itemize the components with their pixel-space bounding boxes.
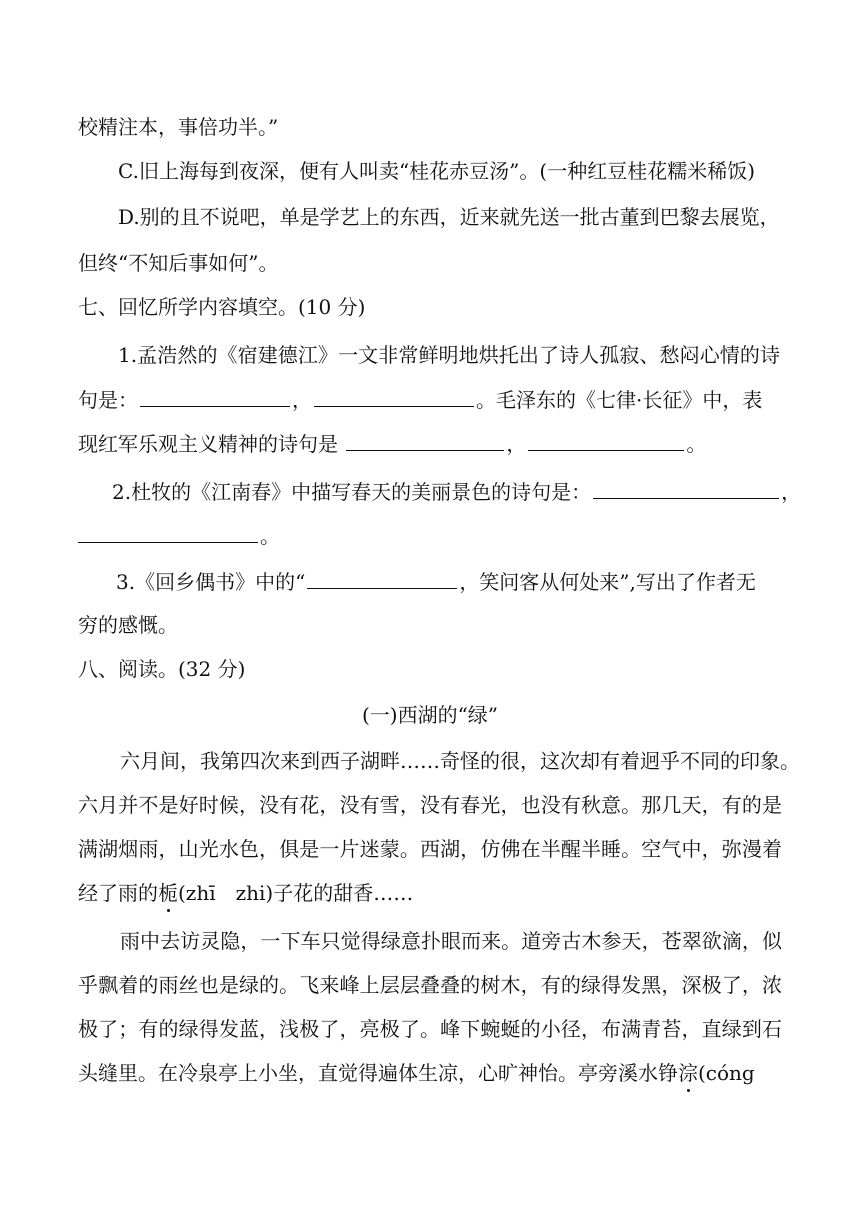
q2-line-1-comma: ， xyxy=(781,480,802,504)
answer-blank-2[interactable] xyxy=(314,384,474,407)
passage-p2-line-4 xyxy=(78,1058,798,1088)
p1-line-4-b: (zhī zhi)子花的甜香…… xyxy=(178,881,414,905)
q1-line-2-prefix: 句是： xyxy=(78,388,138,412)
q2-line-1-prefix: 2.杜牧的《江南春》中描写春天的美丽景色的诗句是： xyxy=(112,480,592,504)
q3-line-1-prefix: 3.《回乡偶书》中的“ xyxy=(116,570,306,594)
section-7-heading: 七、回忆所学内容填空。(10 分) xyxy=(78,295,366,319)
section-8-heading: 八、阅读。(32 分) xyxy=(78,657,246,681)
option-d-line-1: D.别的且不说吧，单是学艺上的东西，近来就先送一批古董到巴黎去展览， xyxy=(118,205,780,229)
q1-line-3-end: 。 xyxy=(686,432,707,456)
p1-line-4-a: 经了雨的 xyxy=(78,881,158,905)
passage-p1-line-2: 六月并不是好时候，没有花，没有雪，没有春光，也没有秋意。那几天，有的是 xyxy=(78,793,782,817)
p2-line-4-b: (cóng xyxy=(698,1061,755,1085)
q2-line-1 xyxy=(112,476,832,506)
passage-p2-line-2: 乎飘着的雨丝也是绿的。飞来峰上层层叠叠的树木，有的绿得发黑，深极了，浓 xyxy=(78,973,782,997)
answer-blank-3[interactable] xyxy=(346,428,504,451)
option-c: C.旧上海每到夜深，便有人叫卖“桂花赤豆汤”。(一种红豆桂花糯米稀饭) xyxy=(118,159,756,183)
q2-line-2 xyxy=(78,520,798,550)
answer-blank-5[interactable] xyxy=(593,476,779,499)
q1-line-2 xyxy=(78,384,798,414)
passage-p1-line-1: 六月间，我第四次来到西子湖畔……奇怪的很，这次却有着迥乎不同的印象。 xyxy=(120,749,800,773)
answer-blank-1[interactable] xyxy=(140,384,290,407)
q1-line-2-suffix: 。毛泽东的《七律·长征》中，表 xyxy=(476,388,763,412)
passage-p2-line-1: 雨中去访灵隐，一下车只觉得绿意扑眼而来。道旁古木参天，苍翠欲滴，似 xyxy=(120,929,782,953)
q3-line-1 xyxy=(116,566,836,596)
q3-line-2: 穷的感慨。 xyxy=(78,613,178,637)
passage-p2-line-3: 极了；有的绿得发蓝，浅极了，亮极了。峰下蜿蜒的小径，布满青苔，直绿到石 xyxy=(78,1017,782,1041)
dotted-char-cong: 淙 xyxy=(678,1058,698,1088)
answer-blank-4[interactable] xyxy=(528,428,684,451)
q1-line-3-prefix: 现红军乐观主义精神的诗句是 xyxy=(78,432,345,456)
q1-line-2-comma: ， xyxy=(292,388,312,412)
p2-line-4-a: 头缝里。在冷泉亭上小坐，直觉得遍体生凉，心旷神怡。亭旁溪水铮 xyxy=(78,1061,678,1085)
answer-blank-7[interactable] xyxy=(307,566,457,589)
q1-line-3 xyxy=(78,428,798,458)
item-b-tail: 校精注本，事倍功半。” xyxy=(78,115,279,139)
option-d-line-2: 但终“不知后事如何”。 xyxy=(78,251,279,275)
answer-blank-6[interactable] xyxy=(78,520,258,543)
passage-title: (一)西湖的“绿” xyxy=(361,703,499,727)
q3-line-1-suffix: ，笑问客从何处来”,写出了作者无 xyxy=(459,570,756,594)
q1-line-3-comma: ， xyxy=(506,432,527,456)
passage-p1-line-3: 满湖烟雨，山光水色，俱是一片迷蒙。西湖，仿佛在半醒半睡。空气中，弥漫着 xyxy=(78,837,782,861)
passage-p1-line-4 xyxy=(78,878,798,908)
q2-line-2-end: 。 xyxy=(260,524,280,548)
dotted-char-zhi: 栀 xyxy=(158,878,178,908)
q1-line-1: 1.孟浩然的《宿建德江》一文非常鲜明地烘托出了诗人孤寂、愁闷心情的诗 xyxy=(118,343,780,367)
